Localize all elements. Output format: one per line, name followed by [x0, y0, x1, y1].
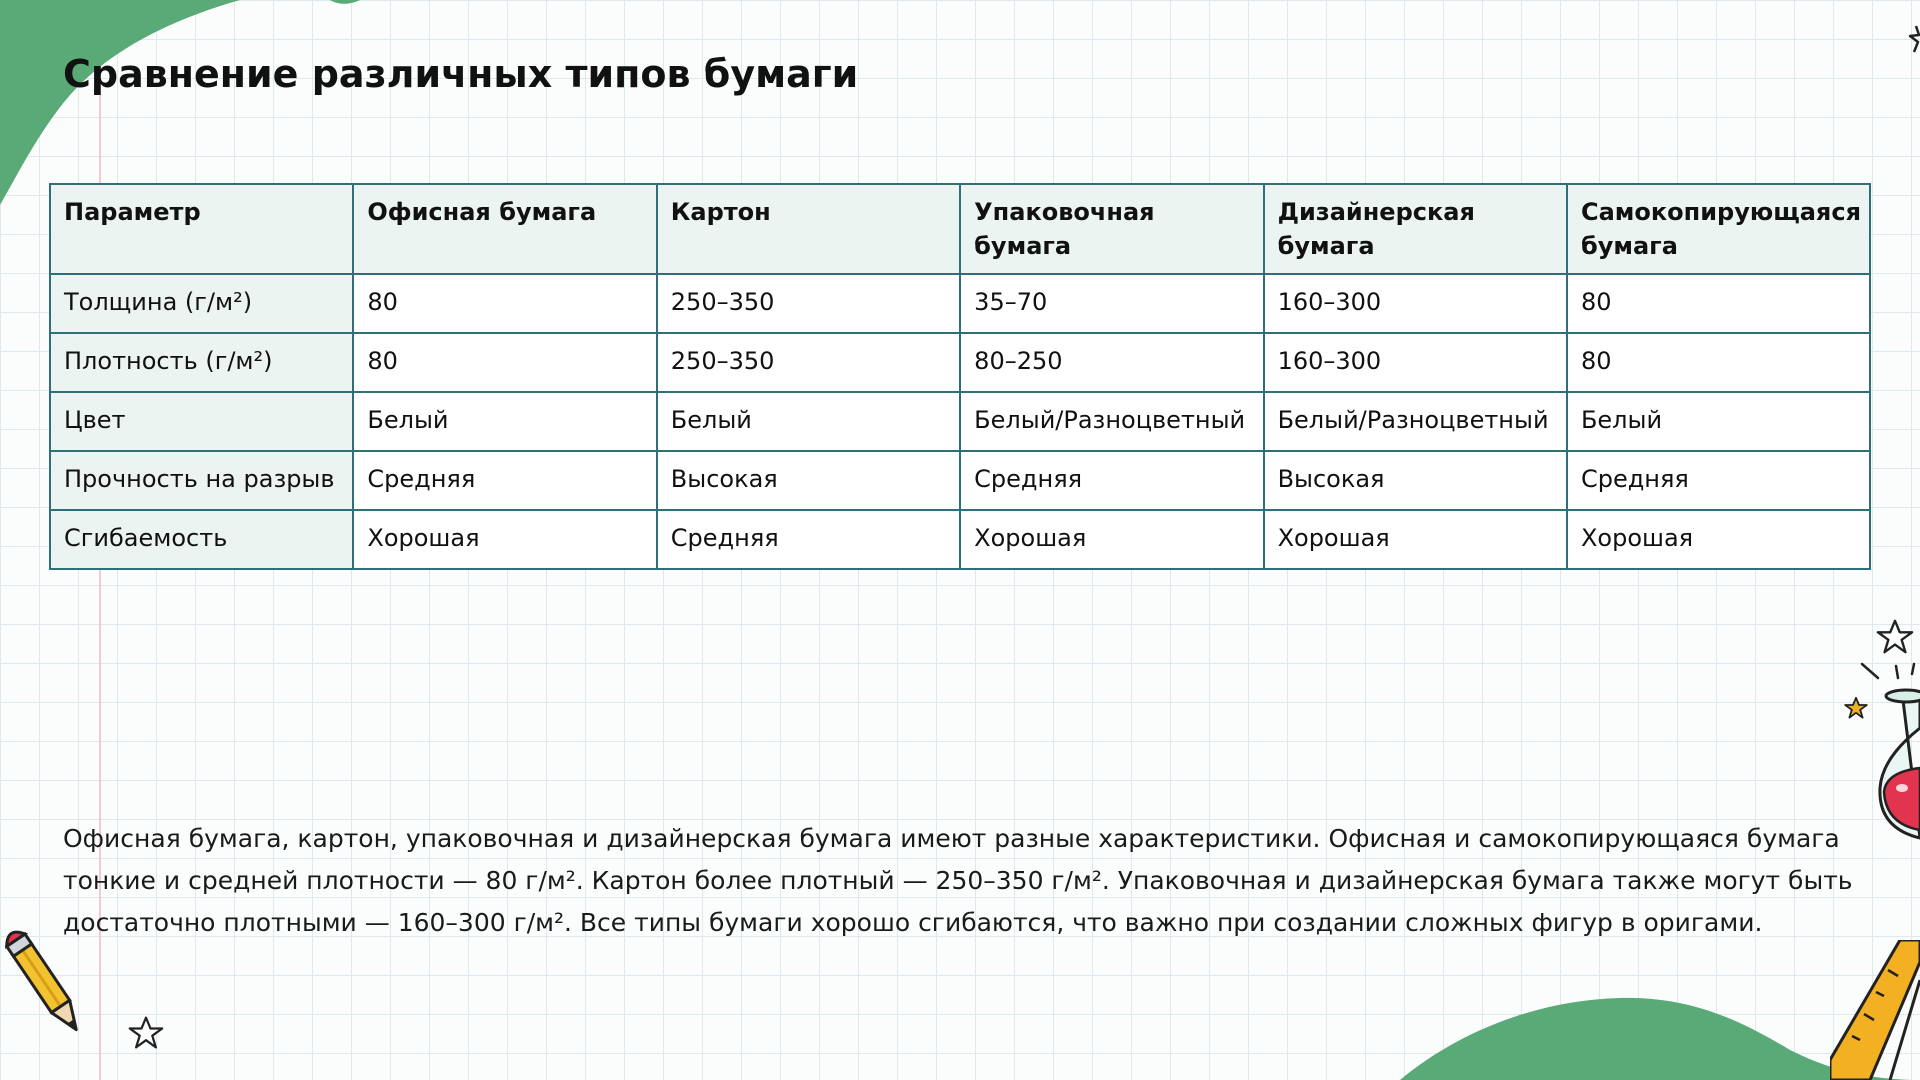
table-header-row [50, 184, 1870, 274]
table-cell: Высокая [657, 451, 960, 510]
header-cell-carbonless-paper: Самокопирующаяся бумага [1567, 184, 1870, 274]
table-cell: Средняя [960, 451, 1263, 510]
header-cell-cardboard: Картон [657, 184, 960, 274]
star-icon [1896, 24, 1920, 54]
table-cell-parameter: Плотность (г/м²) [50, 333, 353, 392]
header-cell-wrapping-paper: Упаковочная бумага [960, 184, 1263, 274]
table-row [50, 333, 1870, 392]
table-cell: Белый/Разноцветный [1264, 392, 1567, 451]
table-cell: 80 [1567, 333, 1870, 392]
flask-icon [1872, 688, 1920, 848]
table-cell: Хорошая [1264, 510, 1567, 569]
table-cell: 35–70 [960, 274, 1263, 333]
table-cell: 80 [1567, 274, 1870, 333]
slide-title: Сравнение различных типов бумаги [63, 52, 859, 96]
table-cell: Средняя [657, 510, 960, 569]
table-cell-parameter: Прочность на разрыв [50, 451, 353, 510]
table-cell: 250–350 [657, 333, 960, 392]
table-cell: Белый [1567, 392, 1870, 451]
table-cell: 80 [353, 333, 656, 392]
table-cell: 160–300 [1264, 274, 1567, 333]
table-cell-parameter: Толщина (г/м²) [50, 274, 353, 333]
header-cell-designer-paper: Дизайнерская бумага [1264, 184, 1567, 274]
table-cell: Белый/Разноцветный [960, 392, 1263, 451]
ruler-icon [1830, 940, 1920, 1080]
table-cell: Хорошая [1567, 510, 1870, 569]
table-cell: 80 [353, 274, 656, 333]
header-cell-office-paper: Офисная бумага [353, 184, 656, 274]
comparison-table-container [49, 183, 1871, 570]
table-cell: Белый [657, 392, 960, 451]
star-icon [1844, 696, 1868, 720]
table-cell: Хорошая [960, 510, 1263, 569]
table-row [50, 274, 1870, 333]
table-cell-parameter: Сгибаемость [50, 510, 353, 569]
table-cell: Высокая [1264, 451, 1567, 510]
table-cell-parameter: Цвет [50, 392, 353, 451]
paper-comparison-table [49, 183, 1871, 570]
star-icon [128, 1015, 164, 1051]
header-cell-parameter: Параметр [50, 184, 353, 274]
table-row [50, 451, 1870, 510]
star-icon [1876, 618, 1914, 656]
table-cell: 80–250 [960, 333, 1263, 392]
table-cell: Средняя [353, 451, 656, 510]
table-cell: Хорошая [353, 510, 656, 569]
table-row [50, 392, 1870, 451]
table-cell: 250–350 [657, 274, 960, 333]
summary-paragraph: Офисная бумага, картон, упаковочная и дизайнерская бумага имеют разные характеристики. Офисная и самокопирующаяся бумага тонкие и средней плотности — 80 г/м². Картон более плотный — 250–350 г/м². Упаковочная и дизайнерская бумага также могут быть достаточно плотными — 160–300 г/м². Все типы бумаги хорошо сгибаются, что важно при создании сложных фигур в оригами. [63, 824, 1853, 937]
table-row [50, 510, 1870, 569]
table-cell: 160–300 [1264, 333, 1567, 392]
table-cell: Белый [353, 392, 656, 451]
table-cell: Средняя [1567, 451, 1870, 510]
